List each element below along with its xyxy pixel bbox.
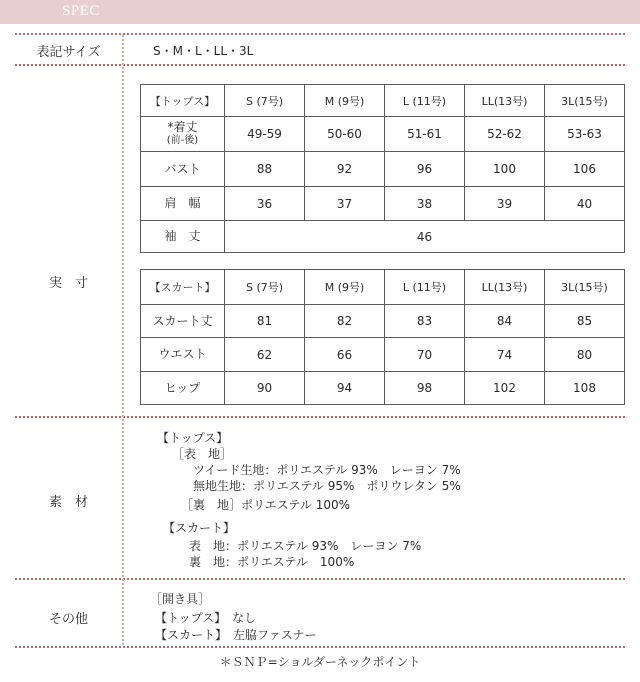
- separator-size: [15, 64, 625, 66]
- material-outer-title: ［表 地］: [172, 447, 233, 461]
- table-cell: 51-61: [385, 117, 465, 152]
- table-cell: 92: [305, 152, 385, 187]
- table-cell: 52-62: [465, 117, 545, 152]
- row-label-hip: ヒップ: [141, 372, 225, 405]
- tops-header-s: S (7号): [225, 85, 305, 117]
- table-cell: 82: [305, 305, 385, 338]
- tops-size-table: [140, 84, 625, 253]
- tops-header-3l: 3L(15号): [545, 85, 625, 117]
- table-cell: 83: [385, 305, 465, 338]
- material-skirt-title: 【スカート】: [163, 521, 236, 535]
- other-row-label: その他: [48, 612, 88, 627]
- skirt-header-l: L (11号): [385, 270, 465, 305]
- table-row: [141, 305, 625, 338]
- material-lining: ［裏 地］ポリエステル 100%: [181, 498, 351, 512]
- row-label-length: [141, 117, 225, 152]
- table-cell: 36: [225, 187, 305, 221]
- other-tops: 【トップス】 なし: [155, 611, 257, 625]
- material-skirt-lining: 裏 地：ポリエステル 100%: [189, 555, 355, 569]
- table-cell: 108: [545, 372, 625, 405]
- table-cell: 81: [225, 305, 305, 338]
- table-row: [141, 338, 625, 372]
- other-skirt: 【スカート】 左脇ファスナー: [155, 628, 317, 642]
- table-cell: 90: [225, 372, 305, 405]
- spec-header-bar: [0, 0, 640, 24]
- table-cell: 74: [465, 338, 545, 372]
- table-cell: 49-59: [225, 117, 305, 152]
- table-cell: 40: [545, 187, 625, 221]
- sleeve-merged-cell: 46: [225, 221, 625, 253]
- table-cell: 100: [465, 152, 545, 187]
- table-cell: 88: [225, 152, 305, 187]
- row-label-skirt-length: スカート丈: [141, 305, 225, 338]
- material-plain: 無地生地：ポリエステル 95% ポリウレタン 5%: [193, 479, 461, 493]
- separator-bottom: [15, 646, 625, 648]
- table-cell: 38: [385, 187, 465, 221]
- tops-header-ll: LL(13号): [465, 85, 545, 117]
- row-label-sleeve: 袖 丈: [141, 221, 225, 253]
- table-cell: 62: [225, 338, 305, 372]
- row-label-shoulder: 肩 幅: [141, 187, 225, 221]
- material-tweed: ツイード生地：ポリエステル 93% レーヨン 7%: [193, 463, 461, 477]
- table-cell: 94: [305, 372, 385, 405]
- table-cell: 53-63: [545, 117, 625, 152]
- skirt-header-m: M (9号): [305, 270, 385, 305]
- dims-row-label: 実 寸: [48, 276, 88, 291]
- table-cell: 50-60: [305, 117, 385, 152]
- skirt-header-3l: 3L(15号): [545, 270, 625, 305]
- table-row: [141, 372, 625, 405]
- size-row-label: 表記サイズ: [36, 45, 101, 60]
- other-title: ［開き具］: [150, 592, 211, 606]
- material-skirt-outer: 表 地：ポリエステル 93% レーヨン 7%: [189, 539, 422, 553]
- row-label-waist: ウエスト: [141, 338, 225, 372]
- material-row-label: 素 材: [48, 495, 88, 510]
- skirt-size-table: [140, 269, 625, 405]
- length-sublabel: (前-後): [166, 135, 199, 146]
- length-label: *着丈: [167, 120, 198, 134]
- table-cell: 84: [465, 305, 545, 338]
- separator-material: [15, 578, 625, 580]
- table-row: [141, 117, 625, 152]
- skirt-header-s: S (7号): [225, 270, 305, 305]
- table-row: [141, 187, 625, 221]
- separator-top: [15, 33, 625, 35]
- tops-header-l: L (11号): [385, 85, 465, 117]
- table-row: [141, 152, 625, 187]
- table-cell: 37: [305, 187, 385, 221]
- table-cell: 106: [545, 152, 625, 187]
- table-cell: 98: [385, 372, 465, 405]
- skirt-header-category: 【スカート】: [141, 270, 225, 305]
- separator-dims: [15, 416, 625, 418]
- table-cell: 39: [465, 187, 545, 221]
- table-row: [141, 221, 625, 253]
- skirt-header-ll: LL(13号): [465, 270, 545, 305]
- table-cell: 70: [385, 338, 465, 372]
- table-cell: 80: [545, 338, 625, 372]
- table-cell: 66: [305, 338, 385, 372]
- footnote: ＊ＳＮＰ=ショルダーネックポイント: [219, 655, 421, 669]
- tops-header-category: 【トップス】: [141, 85, 225, 117]
- tops-header-m: M (9号): [305, 85, 385, 117]
- table-cell: 102: [465, 372, 545, 405]
- material-tops-title: 【トップス】: [157, 431, 229, 445]
- table-cell: 96: [385, 152, 465, 187]
- column-divider: [122, 35, 124, 645]
- size-row-value: S・M・L・LL・3L: [153, 44, 254, 58]
- row-label-bust: バスト: [141, 152, 225, 187]
- table-cell: 85: [545, 305, 625, 338]
- spec-title: SPEC: [62, 3, 100, 19]
